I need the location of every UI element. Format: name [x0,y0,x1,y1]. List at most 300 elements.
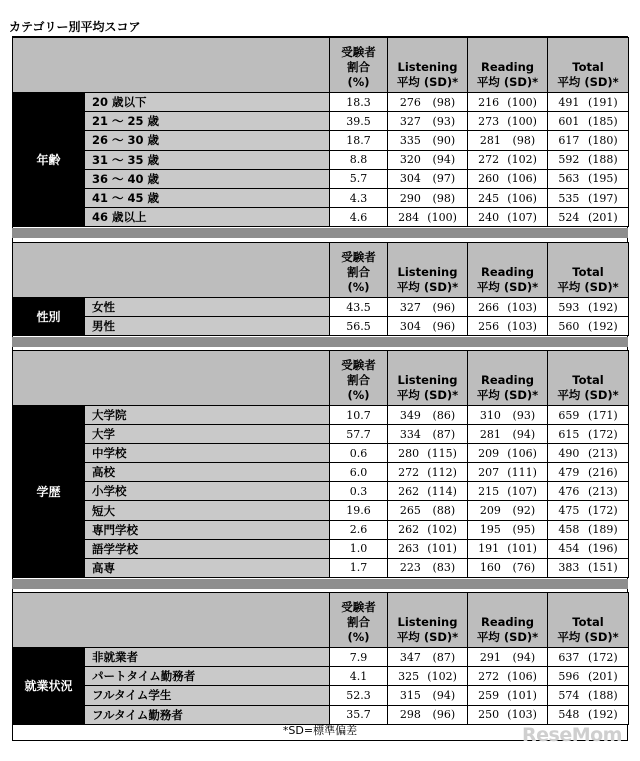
reading-cell-mean: 215 [478,484,500,498]
total-cell-mean: 560 [558,319,580,333]
ratio-cell: 39.5 [330,112,388,131]
total-cell-mean: 479 [558,465,580,479]
table-row [13,444,629,463]
reading-cell-sd: (76) [512,561,536,575]
header-reading [468,593,548,648]
header-reading [468,38,548,93]
table-row [13,482,629,501]
row-group-label: 男性 [85,317,330,336]
total-cell-mean: 491 [558,95,580,109]
reading-cell-values [468,708,547,721]
header-total-name: Total [572,373,604,387]
table-row [13,406,629,425]
listening-cell [388,188,468,207]
reading-cell-sd: (102) [507,153,537,167]
reading-cell-sd: (101) [507,688,537,702]
total-cell [548,520,629,539]
header-listening-name: Listening [397,60,458,74]
reading-cell-mean: 259 [478,688,500,702]
reading-cell-values [468,689,547,702]
listening-cell-mean: 276 [399,95,421,109]
listening-cell-mean: 262 [398,523,420,537]
total-cell-sd: (192) [588,319,618,333]
listening-cell-mean: 304 [399,319,421,333]
footnote: *SD=標準偏差 [282,724,358,737]
listening-cell-values [388,153,467,166]
reading-cell-values [468,211,547,224]
header-blank [13,243,330,298]
ratio-cell: 4.6 [330,208,388,227]
total-cell-sd: (201) [588,210,618,224]
reading-cell-mean: 195 [479,523,501,537]
listening-cell-sd: (114) [427,484,457,498]
ratio-cell: 56.5 [330,317,388,336]
table-row [13,112,629,131]
reading-cell-values [468,542,547,555]
listening-cell-mean: 320 [399,153,421,167]
listening-cell [388,169,468,188]
listening-cell-values [388,561,467,574]
row-group-label: 中学校 [85,444,330,463]
reading-cell-sd: (106) [507,172,537,186]
table-row [13,686,629,705]
ratio-cell: 18.7 [330,131,388,150]
header-blank [13,351,330,406]
total-cell-sd: (172) [588,504,618,518]
total-cell-values [548,447,628,460]
total-cell-sd: (180) [588,133,618,147]
category-label-education: 学歴 [13,406,85,578]
listening-cell-values [388,409,467,422]
header-listening-avg-sd: 平均 (SD)* [396,280,459,294]
listening-cell-values [388,485,467,498]
listening-cell-sd: (88) [432,504,456,518]
reading-cell-values [468,192,547,205]
listening-cell [388,463,468,482]
header-listening-name: Listening [397,615,458,629]
total-cell-values [548,689,628,702]
listening-cell [388,648,468,667]
listening-cell-mean: 280 [398,446,420,460]
table-row [13,169,629,188]
header-row [13,593,629,648]
table-row [13,131,629,150]
reading-cell-mean: 209 [479,504,501,518]
table-row [13,520,629,539]
total-cell [548,169,629,188]
reading-cell-sd: (111) [507,465,537,479]
listening-cell-values [388,211,467,224]
header-listening [388,243,468,298]
reading-cell [468,208,548,227]
total-cell-values [548,561,628,574]
table-education [12,350,629,578]
page-title: カテゴリー別平均スコア [9,20,141,34]
listening-cell-values [388,523,467,536]
listening-cell-sd: (94) [432,688,456,702]
reading-cell [468,539,548,558]
total-cell-values [548,320,628,333]
listening-cell-values [388,115,467,128]
row-group-label: 46 歳以上 [85,208,330,227]
listening-cell-sd: (98) [432,95,456,109]
total-cell-values [548,301,628,314]
listening-cell-sd: (98) [432,191,456,205]
reading-cell-sd: (95) [512,523,536,537]
total-cell-mean: 490 [558,446,580,460]
row-group-label: フルタイム勤務者 [85,705,330,724]
table-row [13,93,629,112]
reading-cell-sd: (92) [512,504,536,518]
total-cell-values [548,96,628,109]
listening-cell-values [388,428,467,441]
total-cell-values [548,504,628,517]
listening-cell-mean: 284 [398,210,420,224]
ratio-cell: 35.7 [330,705,388,724]
reading-cell [468,317,548,336]
row-group-label: 大学院 [85,406,330,425]
reading-cell-values [468,320,547,333]
reading-cell-sd: (106) [507,669,537,683]
header-total-avg-sd: 平均 (SD)* [557,630,619,644]
reading-cell-values [468,115,547,128]
total-cell-mean: 458 [558,523,580,537]
total-cell-mean: 475 [558,504,580,518]
reading-cell [468,520,548,539]
reading-cell-mean: 272 [478,669,500,683]
table-row [13,298,629,317]
reading-cell [468,93,548,112]
reading-cell-sd: (107) [507,210,537,224]
reading-cell [468,558,548,577]
total-cell-sd: (197) [588,191,618,205]
header-reading-avg-sd: 平均 (SD)* [476,388,539,402]
ratio-cell: 4.1 [330,667,388,686]
listening-cell [388,112,468,131]
row-group-label: 41 ～ 45 歳 [85,188,330,207]
listening-cell [388,686,468,705]
total-cell-mean: 524 [558,210,580,224]
header-total-name: Total [572,60,604,74]
table-row [13,150,629,169]
header-row [13,243,629,298]
reading-cell-sd: (107) [507,484,537,498]
table-row [13,425,629,444]
header-reading-avg-sd: 平均 (SD)* [476,630,539,644]
listening-cell-mean: 263 [398,542,420,556]
total-cell-mean: 596 [558,669,580,683]
table-row [13,648,629,667]
reading-cell [468,501,548,520]
listening-cell-mean: 298 [399,708,421,722]
listening-cell-sd: (101) [427,542,457,556]
total-cell-mean: 383 [558,561,580,575]
reading-cell-sd: (100) [507,114,537,128]
total-cell-values [548,651,628,664]
reading-cell [468,188,548,207]
table-row [13,317,629,336]
total-cell [548,539,629,558]
listening-cell-sd: (96) [432,300,456,314]
listening-cell-sd: (87) [432,427,456,441]
header-ratio: 受験者 割合 (%) [330,38,388,93]
ratio-cell: 5.7 [330,169,388,188]
total-cell-values [548,670,628,683]
total-cell-sd: (213) [588,446,618,460]
table-row [13,208,629,227]
header-reading [468,351,548,406]
total-cell-mean: 454 [558,542,580,556]
listening-cell-mean: 304 [399,172,421,186]
ratio-cell: 4.3 [330,188,388,207]
reading-cell-sd: (103) [507,300,537,314]
header-total-name: Total [572,615,604,629]
total-cell-mean: 563 [558,172,580,186]
listening-cell-mean: 262 [398,484,420,498]
reading-cell-values [468,134,547,147]
header-listening-avg-sd: 平均 (SD)* [396,388,459,402]
total-cell-mean: 476 [558,484,580,498]
ratio-cell: 10.7 [330,406,388,425]
listening-cell-sd: (102) [427,523,457,537]
listening-cell-sd: (96) [432,708,456,722]
total-cell-sd: (216) [588,465,618,479]
total-cell-sd: (191) [588,95,618,109]
reading-cell-mean: 266 [478,300,500,314]
listening-cell-mean: 290 [399,191,421,205]
listening-cell [388,444,468,463]
reading-cell-mean: 209 [478,446,500,460]
total-cell-sd: (188) [588,153,618,167]
total-cell-mean: 659 [558,408,580,422]
reading-cell-sd: (100) [507,95,537,109]
reading-cell-mean: 291 [479,650,501,664]
category-label-gender: 性別 [13,298,85,336]
total-cell-mean: 574 [558,688,580,702]
listening-cell [388,425,468,444]
total-cell-values [548,211,628,224]
total-cell [548,482,629,501]
header-total [548,38,629,93]
total-cell-values [548,428,628,441]
ratio-cell: 2.6 [330,520,388,539]
reading-cell-mean: 272 [478,153,500,167]
header-reading-name: Reading [480,373,534,387]
header-ratio: 受験者 割合 (%) [330,243,388,298]
total-cell [548,208,629,227]
listening-cell-sd: (100) [427,210,457,224]
ratio-cell: 19.6 [330,501,388,520]
total-cell-sd: (172) [588,427,618,441]
reading-cell-mean: 216 [478,95,500,109]
row-group-label: 専門学校 [85,520,330,539]
total-cell-mean: 592 [558,153,580,167]
row-group-label: 高専 [85,558,330,577]
total-cell [548,463,629,482]
reading-cell [468,463,548,482]
listening-cell [388,150,468,169]
listening-cell [388,131,468,150]
table-row [13,188,629,207]
total-cell-values [548,708,628,721]
reading-cell [468,425,548,444]
reading-cell-mean: 250 [478,708,500,722]
total-cell-mean: 601 [558,114,580,128]
total-cell [548,298,629,317]
reading-cell-mean: 191 [478,542,500,556]
total-cell-values [548,485,628,498]
reading-cell-mean: 273 [478,114,500,128]
watermark-logo: ReseMom [522,724,622,746]
total-cell [548,686,629,705]
total-cell [548,317,629,336]
listening-cell-values [388,134,467,147]
total-cell [548,131,629,150]
listening-cell-sd: (86) [432,408,456,422]
reading-cell-mean: 207 [478,465,500,479]
total-cell-sd: (201) [588,669,618,683]
row-group-label: 非就業者 [85,648,330,667]
listening-cell-values [388,320,467,333]
ratio-cell: 7.9 [330,648,388,667]
table-row [13,501,629,520]
listening-cell [388,558,468,577]
ratio-cell: 1.7 [330,558,388,577]
listening-cell-values [388,689,467,702]
section-separator [12,579,628,589]
listening-cell-sd: (94) [432,153,456,167]
table-row [13,463,629,482]
total-cell [548,444,629,463]
listening-cell-mean: 327 [399,114,421,128]
reading-cell-sd: (93) [512,408,536,422]
header-listening-avg-sd: 平均 (SD)* [396,75,459,89]
ratio-cell: 52.3 [330,686,388,705]
section-separator [12,337,628,347]
total-cell [548,188,629,207]
total-cell-mean: 548 [558,708,580,722]
header-listening-name: Listening [397,265,458,279]
listening-cell-sd: (87) [432,650,456,664]
row-group-label: 短大 [85,501,330,520]
total-cell-mean: 535 [558,191,580,205]
reading-cell-mean: 256 [478,319,500,333]
reading-cell-sd: (94) [512,650,536,664]
reading-cell-values [468,428,547,441]
ratio-cell: 1.0 [330,539,388,558]
total-cell [548,425,629,444]
reading-cell-values [468,447,547,460]
reading-cell [468,112,548,131]
header-listening [388,351,468,406]
header-blank [13,38,330,93]
total-cell-sd: (196) [588,542,618,556]
ratio-cell: 0.6 [330,444,388,463]
listening-cell-values [388,651,467,664]
table-row [13,539,629,558]
listening-cell-mean: 327 [399,300,421,314]
listening-cell-mean: 272 [398,465,420,479]
listening-cell-values [388,96,467,109]
reading-cell-values [468,651,547,664]
header-reading-name: Reading [480,615,534,629]
ratio-cell: 18.3 [330,93,388,112]
listening-cell-sd: (83) [432,561,456,575]
table-gender [12,242,629,336]
listening-cell-sd: (93) [432,114,456,128]
listening-cell-values [388,466,467,479]
header-listening [388,38,468,93]
row-group-label: 女性 [85,298,330,317]
listening-cell [388,208,468,227]
ratio-cell: 8.8 [330,150,388,169]
reading-cell-values [468,504,547,517]
listening-cell-values [388,301,467,314]
header-ratio: 受験者 割合 (%) [330,593,388,648]
reading-cell [468,667,548,686]
reading-cell-mean: 160 [479,561,501,575]
listening-cell-values [388,192,467,205]
total-cell-values [548,134,628,147]
listening-cell-mean: 325 [398,669,420,683]
listening-cell-sd: (115) [427,446,457,460]
header-row [13,38,629,93]
row-group-label: 小学校 [85,482,330,501]
reading-cell-sd: (106) [507,191,537,205]
listening-cell [388,317,468,336]
reading-cell [468,482,548,501]
reading-cell-values [468,301,547,314]
total-cell-sd: (192) [588,708,618,722]
header-reading-name: Reading [480,60,534,74]
reading-cell-values [468,172,547,185]
listening-cell-values [388,172,467,185]
row-group-label: 20 歳以下 [85,93,330,112]
listening-cell-values [388,670,467,683]
table-age [12,37,629,227]
listening-cell-values [388,542,467,555]
reading-cell-values [468,153,547,166]
header-total [548,243,629,298]
total-cell-sd: (213) [588,484,618,498]
header-total [548,351,629,406]
category-label-employment: 就業状況 [13,648,85,725]
row-group-label: 36 ～ 40 歳 [85,169,330,188]
total-cell-mean: 615 [558,427,580,441]
listening-cell-sd: (96) [432,319,456,333]
reading-cell-values [468,523,547,536]
row-group-label: フルタイム学生 [85,686,330,705]
reading-cell-mean: 240 [478,210,500,224]
listening-cell-sd: (102) [427,669,457,683]
listening-cell [388,520,468,539]
header-total-avg-sd: 平均 (SD)* [557,388,619,402]
reading-cell-mean: 281 [479,133,501,147]
header-reading-name: Reading [480,265,534,279]
total-cell [548,150,629,169]
row-group-label: 26 ～ 30 歳 [85,131,330,150]
listening-cell-mean: 349 [399,408,421,422]
total-cell-sd: (151) [588,561,618,575]
reading-cell-values [468,485,547,498]
reading-cell [468,150,548,169]
header-listening-name: Listening [397,373,458,387]
total-cell-mean: 637 [558,650,580,664]
total-cell [548,93,629,112]
reading-cell-sd: (98) [512,133,536,147]
reading-cell [468,406,548,425]
total-cell-sd: (171) [588,408,618,422]
